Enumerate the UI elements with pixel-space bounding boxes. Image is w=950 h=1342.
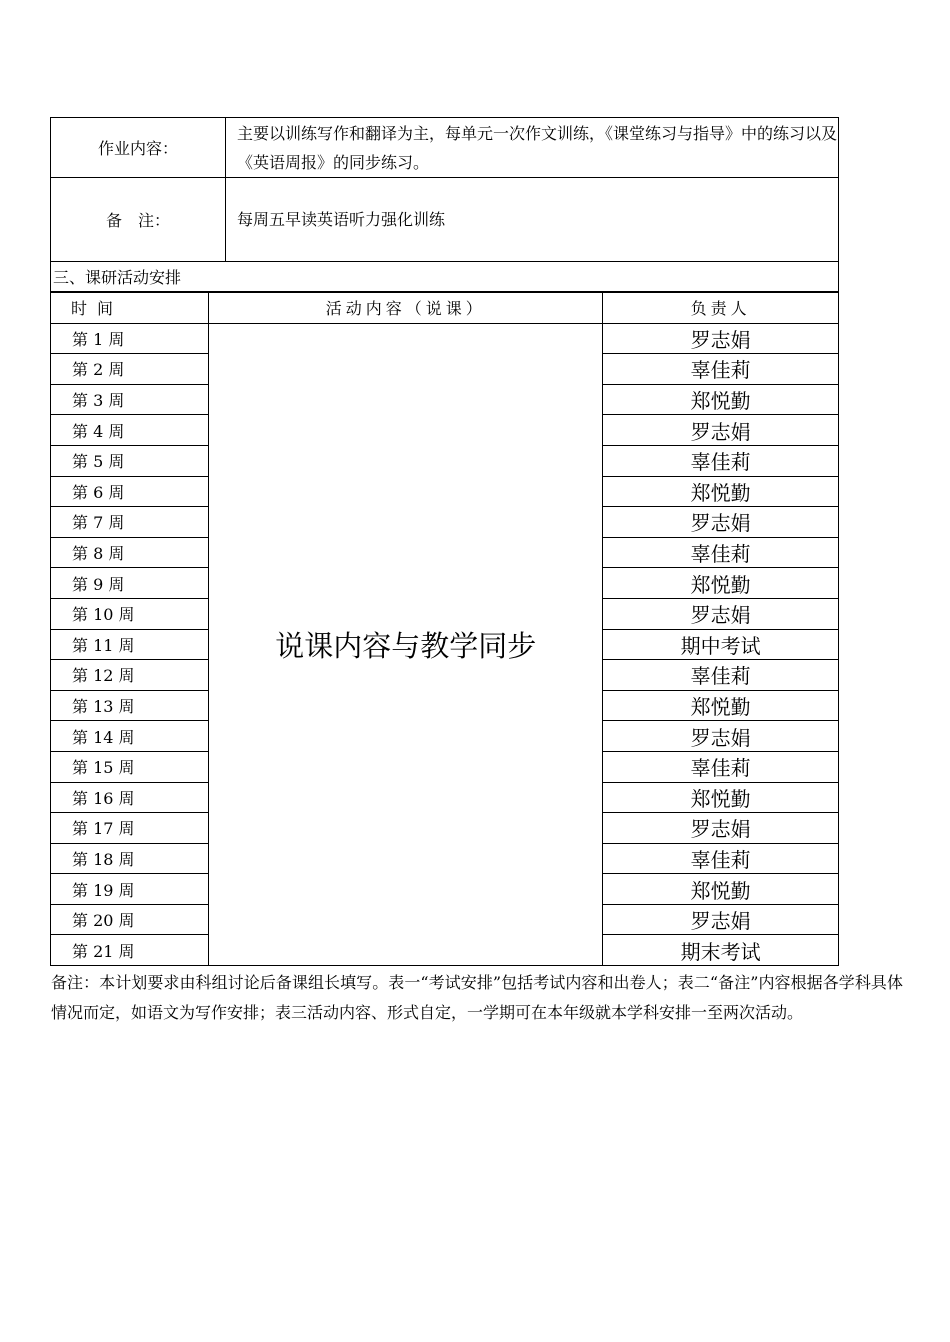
week-cell: 第 12 周 xyxy=(51,660,209,691)
plan-info-table xyxy=(50,117,839,262)
week-cell: 第 15 周 xyxy=(51,751,209,782)
person-cell: 期中考试 xyxy=(603,629,839,660)
person-cell: 罗志娟 xyxy=(603,721,839,752)
header-person: 负责人 xyxy=(603,293,839,324)
person-cell: 罗志娟 xyxy=(603,598,839,629)
header-time: 时间 xyxy=(51,293,209,324)
week-cell: 第 2 周 xyxy=(51,354,209,385)
person-cell: 辜佳莉 xyxy=(603,843,839,874)
homework-label: 作业内容： xyxy=(51,118,226,178)
homework-content: 主要以训练写作和翻译为主，每单元一次作文训练，《课堂练习与指导》中的练习以及《英语周报》的同步练习。 xyxy=(226,118,839,178)
section-title: 三、课研活动安排 xyxy=(50,261,839,292)
person-cell: 郑悦勤 xyxy=(603,782,839,813)
week-cell: 第 21 周 xyxy=(51,935,209,966)
week-cell: 第 8 周 xyxy=(51,537,209,568)
week-cell: 第 6 周 xyxy=(51,476,209,507)
header-activity: 活动内容（说课） xyxy=(209,293,603,324)
week-cell: 第 1 周 xyxy=(51,323,209,354)
person-cell: 罗志娟 xyxy=(603,507,839,538)
activity-content-cell: 说课内容与教学同步 xyxy=(209,323,603,965)
person-cell: 罗志娟 xyxy=(603,323,839,354)
remarks-content: 每周五早读英语听力强化训练 xyxy=(226,178,839,262)
week-cell: 第 7 周 xyxy=(51,507,209,538)
person-cell: 辜佳莉 xyxy=(603,445,839,476)
week-cell: 第 19 周 xyxy=(51,874,209,905)
activity-schedule-table xyxy=(50,292,839,966)
week-cell: 第 10 周 xyxy=(51,598,209,629)
person-cell: 辜佳莉 xyxy=(603,354,839,385)
week-cell: 第 16 周 xyxy=(51,782,209,813)
week-cell: 第 20 周 xyxy=(51,904,209,935)
person-cell: 郑悦勤 xyxy=(603,568,839,599)
person-cell: 期末考试 xyxy=(603,935,839,966)
person-cell: 罗志娟 xyxy=(603,904,839,935)
person-cell: 罗志娟 xyxy=(603,415,839,446)
week-cell: 第 18 周 xyxy=(51,843,209,874)
week-cell: 第 13 周 xyxy=(51,690,209,721)
schedule-header-row xyxy=(51,293,839,324)
footnote: 备注：本计划要求由科组讨论后备课组长填写。表一“考试安排”包括考试内容和出卷人；表二“备注”内容根据各学科具体情况而定，如语文为写作安排；表三活动内容、形式自定，一学期可在本年级就本学科安排一至两次活动。 xyxy=(51,973,903,1022)
person-cell: 郑悦勤 xyxy=(603,384,839,415)
schedule-row xyxy=(51,323,839,354)
week-cell: 第 3 周 xyxy=(51,384,209,415)
remarks-label: 备 注： xyxy=(51,178,226,262)
week-cell: 第 5 周 xyxy=(51,445,209,476)
person-cell: 罗志娟 xyxy=(603,813,839,844)
person-cell: 辜佳莉 xyxy=(603,751,839,782)
person-cell: 郑悦勤 xyxy=(603,476,839,507)
person-cell: 郑悦勤 xyxy=(603,690,839,721)
week-cell: 第 4 周 xyxy=(51,415,209,446)
week-cell: 第 11 周 xyxy=(51,629,209,660)
week-cell: 第 17 周 xyxy=(51,813,209,844)
person-cell: 郑悦勤 xyxy=(603,874,839,905)
person-cell: 辜佳莉 xyxy=(603,660,839,691)
week-cell: 第 9 周 xyxy=(51,568,209,599)
week-cell: 第 14 周 xyxy=(51,721,209,752)
person-cell: 辜佳莉 xyxy=(603,537,839,568)
